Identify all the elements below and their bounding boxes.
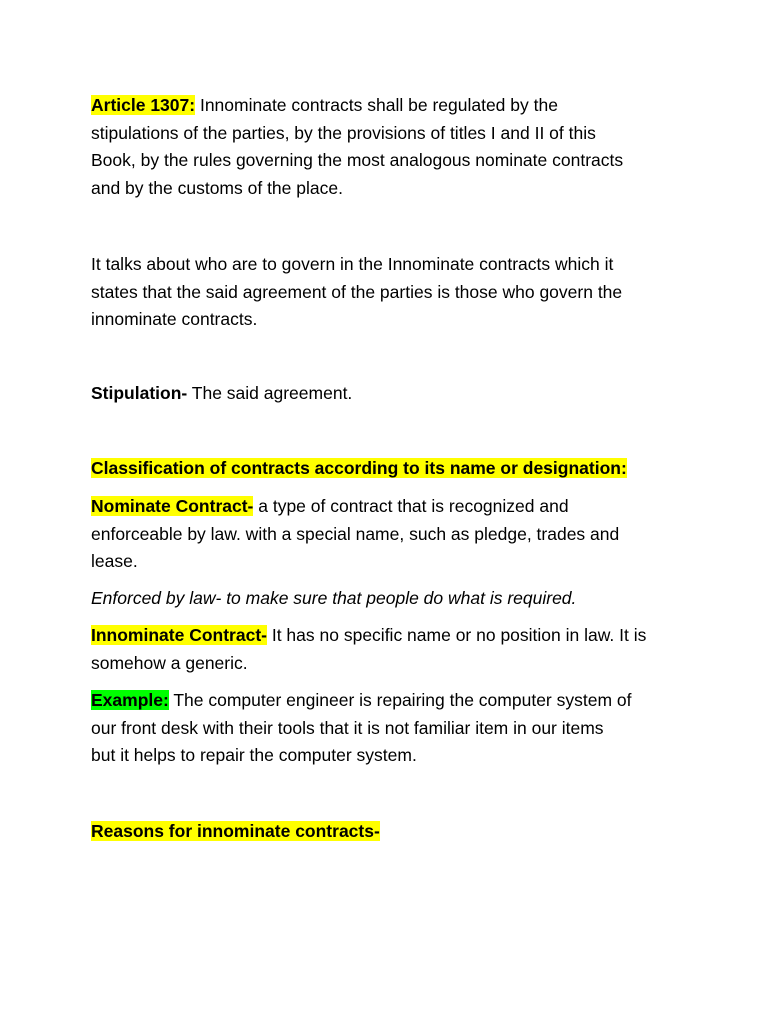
nominate-text: a type of contract that is recognized and [253,496,569,516]
article-line-2: stipulations of the parties, by the provisions of titles I and II of this [91,122,596,143]
enforced-note-paragraph [91,585,691,613]
discussion-line-3: innominate contracts. [91,309,258,329]
article-line-1 [91,92,691,120]
article-paragraph [91,92,691,202]
innominate-text: It has no specific name or no position in law. It is [266,625,647,645]
classification-heading-line [91,455,691,483]
example-line-2: our front desk with their tools that it is not familiar item in our items [91,717,604,738]
example-line-1 [91,687,691,715]
example-paragraph [91,687,691,770]
stipulation-term: Stipulation- [91,383,188,403]
nominate-line-2: enforceable by law. with a special name, such as pledge, trades and [91,523,620,544]
reasons-heading: Reasons for innominate contracts- [91,821,380,841]
article-label: Article 1307: [91,95,196,115]
nominate-line-3: lease. [91,551,138,571]
classification-heading: Classification of contracts according to its name or designation: [91,458,627,478]
nominate-term: Nominate Contract- [91,496,254,516]
reasons-heading-paragraph [91,818,691,846]
classification-heading-paragraph [91,455,691,483]
article-line-3: Book, by the rules governing the most analogous nominate contracts [91,150,624,170]
article-text: Innominate contracts shall be regulated by the [195,95,558,115]
innominate-paragraph [91,622,691,677]
stipulation-paragraph [91,380,691,408]
nominate-line-1 [91,493,691,521]
innominate-term: Innominate Contract- [91,625,267,645]
stipulation-definition: The said agreement. [187,383,353,403]
discussion-paragraph [91,251,691,334]
discussion-line-2: states that the said agreement of the parties is those who govern the [91,281,623,302]
stipulation-line [91,380,691,408]
example-line-3: but it helps to repair the computer system. [91,745,417,765]
example-term: Example: [91,690,169,710]
example-text: The computer engineer is repairing the computer system of [168,690,632,710]
innominate-line-2: somehow a generic. [91,652,248,673]
enforced-note: Enforced by law- to make sure that people do what is required. [91,588,577,608]
nominate-paragraph [91,493,691,576]
innominate-line-1 [91,622,691,650]
article-line-4: and by the customs of the place. [91,177,343,198]
reasons-heading-line [91,818,691,846]
discussion-line-1: It talks about who are to govern in the Innominate contracts which it [91,254,614,274]
